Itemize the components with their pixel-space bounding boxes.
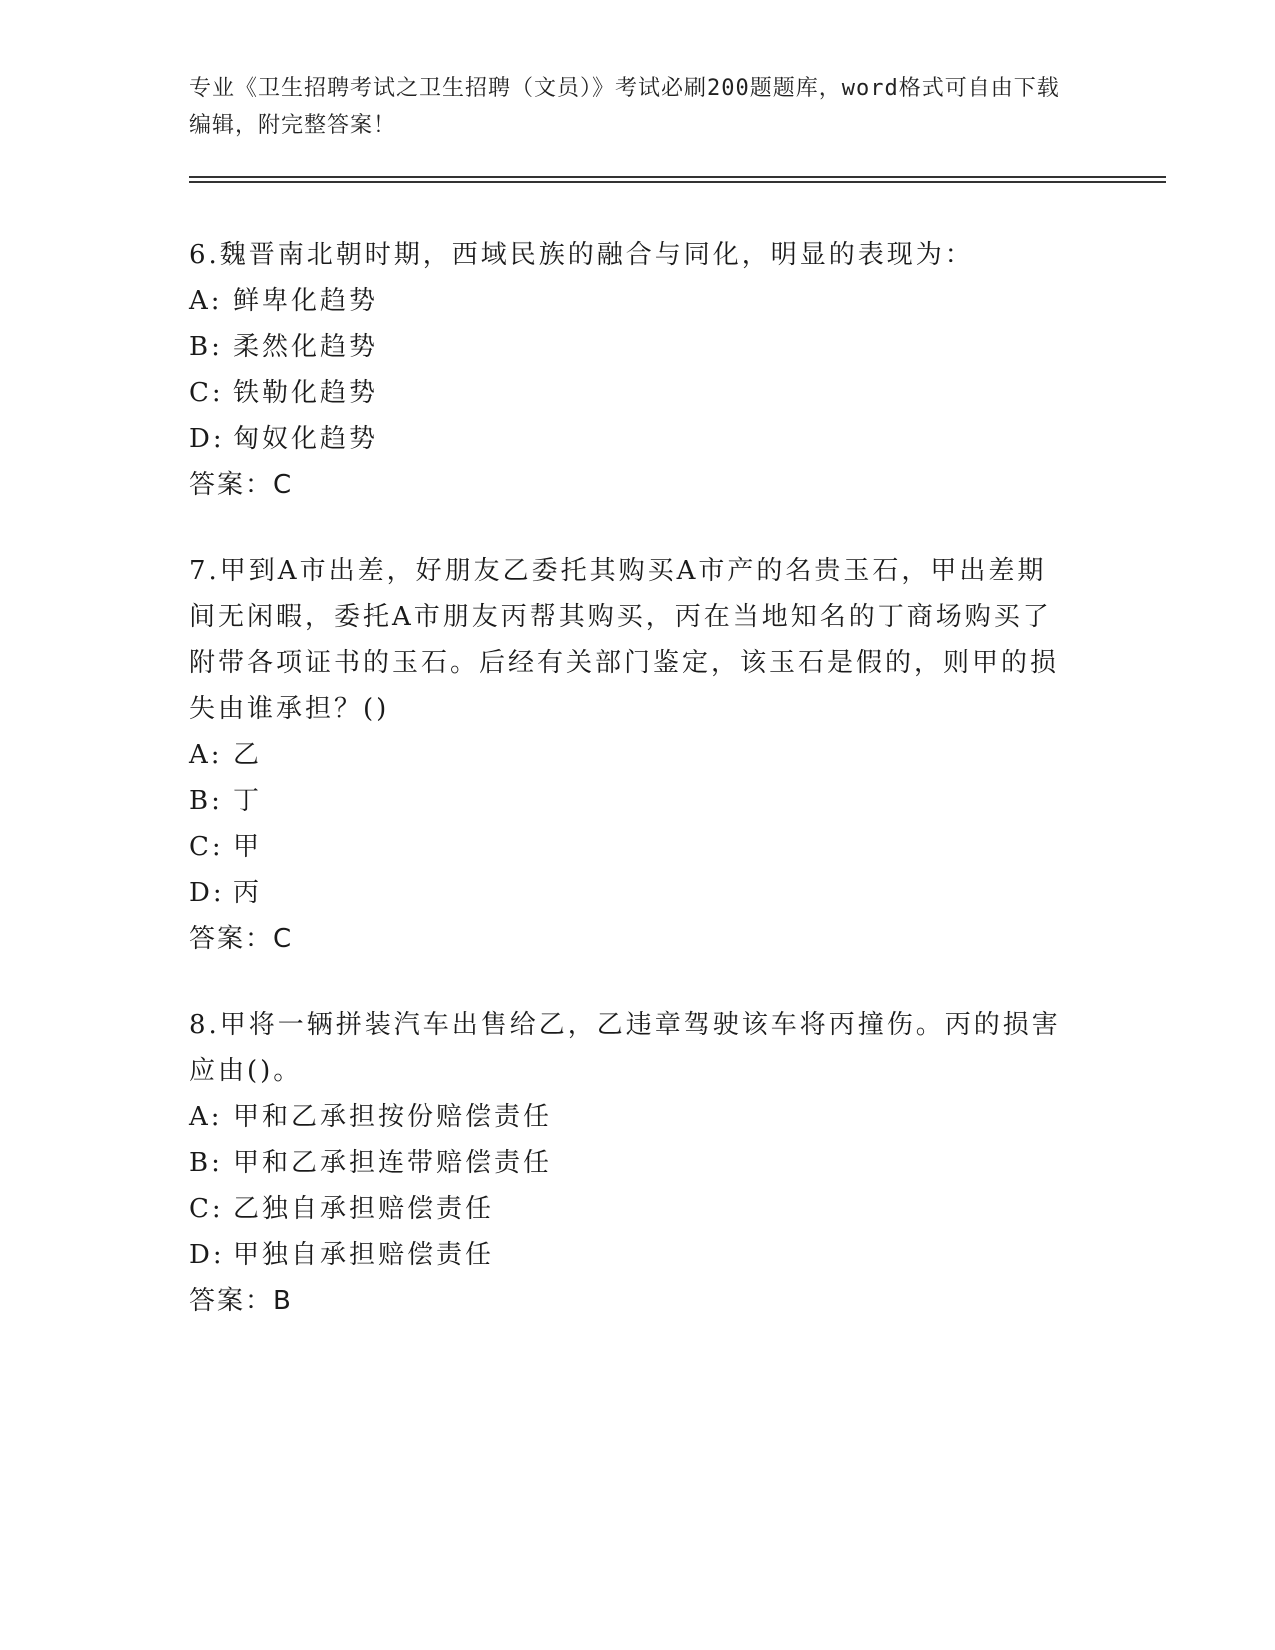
answer-line: 答案：C <box>189 924 294 954</box>
option-text: 匈奴化趋势 <box>233 424 379 454</box>
answer-line: 答案：C <box>189 470 294 500</box>
option-text: 甲和乙承担连带赔偿责任 <box>233 1148 553 1178</box>
question-6 <box>189 232 1069 508</box>
option-a <box>189 732 1069 778</box>
header-divider-bottom <box>189 181 1166 183</box>
question-text: 8.甲将一辆拼装汽车出售给乙，乙违章驾驶该车将丙撞伤。丙的损害应由()。 <box>189 1010 1061 1086</box>
option-d <box>189 1232 1069 1278</box>
question-text: 7.甲到A市出差，好朋友乙委托其购买A市产的名贵玉石，甲出差期间无闲暇，委托A市朋友丙帮其购买，丙在当地知名的丁商场购买了附带各项证书的玉石。后经有关部门鉴定，该玉石是假的，则甲的损失由谁承担？() <box>189 556 1060 724</box>
question-text: 6.魏晋南北朝时期，西域民族的融合与同化，明显的表现为： <box>189 240 974 270</box>
option-text: 甲和乙承担按份赔偿责任 <box>233 1102 553 1132</box>
option-text: 乙 <box>233 740 263 770</box>
option-d <box>189 870 1069 916</box>
option-text: 甲独自承担赔偿责任 <box>233 1240 495 1270</box>
option-key: A: <box>189 286 223 316</box>
option-c <box>189 824 1069 870</box>
question-list <box>189 232 1069 1364</box>
option-a <box>189 1094 1069 1140</box>
option-key: D: <box>189 424 225 454</box>
option-text: 乙独自承担赔偿责任 <box>233 1194 495 1224</box>
option-b <box>189 324 1069 370</box>
option-key: A: <box>189 1102 223 1132</box>
option-text: 丙 <box>233 878 263 908</box>
option-key: C: <box>189 378 224 408</box>
option-key: B: <box>189 786 223 816</box>
option-a <box>189 278 1069 324</box>
option-key: D: <box>189 1240 225 1270</box>
document-header <box>189 70 1069 144</box>
option-text: 丁 <box>233 786 263 816</box>
option-key: C: <box>189 832 224 862</box>
option-b <box>189 778 1069 824</box>
option-b <box>189 1140 1069 1186</box>
option-c <box>189 370 1069 416</box>
header-divider-top <box>189 176 1166 178</box>
question-8 <box>189 1002 1069 1324</box>
option-key: B: <box>189 332 223 362</box>
answer-line: 答案：B <box>189 1286 293 1316</box>
question-7 <box>189 548 1069 962</box>
option-text: 鲜卑化趋势 <box>233 286 379 316</box>
option-text: 柔然化趋势 <box>233 332 379 362</box>
option-d <box>189 416 1069 462</box>
option-key: C: <box>189 1194 224 1224</box>
option-key: B: <box>189 1148 223 1178</box>
header-text: 专业《卫生招聘考试之卫生招聘（文员）》考试必刷200题题库，word格式可自由下载编辑，附完整答案！ <box>189 76 1060 138</box>
option-key: D: <box>189 878 225 908</box>
option-text: 甲 <box>233 832 263 862</box>
option-key: A: <box>189 740 223 770</box>
option-c <box>189 1186 1069 1232</box>
option-text: 铁勒化趋势 <box>233 378 379 408</box>
